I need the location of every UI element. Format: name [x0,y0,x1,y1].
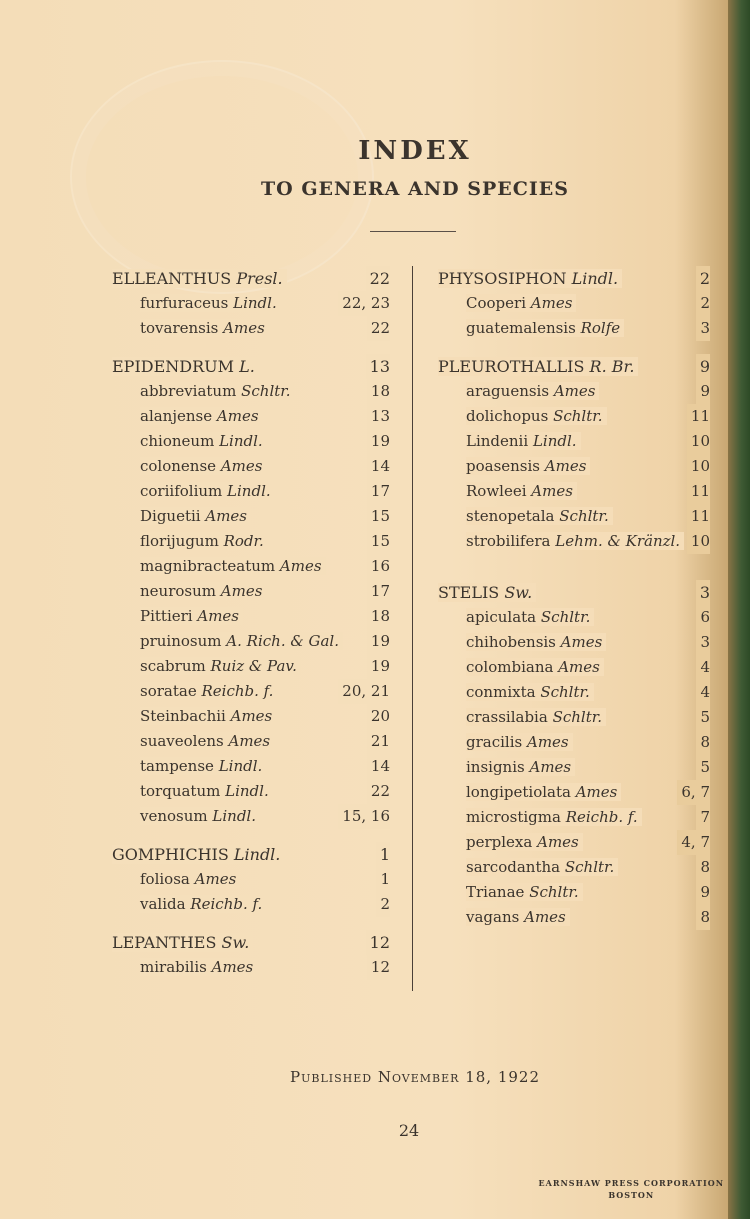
entry-author: Ruiz & Pav. [210,657,297,675]
entry-page: 13 [366,354,390,379]
entry-author: Ames [194,870,237,888]
entry-name: chioneum [140,432,215,450]
entry-page: 8 [696,855,710,880]
entry-page: 11 [687,479,710,504]
entry-author: Reichb. f. [201,682,274,700]
entry-author: Ames [527,733,569,751]
entry-name: PLEUROTHALLIS [438,357,585,376]
index-species-entry [112,704,390,729]
book-gutter [728,0,750,1219]
entry-name: Diguetii [140,507,201,525]
publication-date: Published November 18, 1922 [290,1068,540,1086]
index-species-entry [438,780,710,805]
index-species-entry [438,905,710,930]
entry-author: Schltr. [553,407,603,425]
entry-name: crassilabia [466,708,548,726]
entry-name: soratae [140,682,197,700]
entry-page: 10 [687,529,710,554]
index-species-entry [438,504,710,529]
entry-name: suaveolens [140,732,224,750]
entry-author: Ames [529,758,572,776]
index-species-entry [112,955,390,980]
index-species-entry [438,529,710,554]
index-spacer [112,829,390,842]
entry-page: 3 [696,316,710,341]
index-species-entry [112,654,390,679]
entry-name: gracilis [466,733,523,751]
entry-page: 4 [696,655,710,680]
entry-name: torquatum [140,782,221,800]
entry-name: STELIS [438,583,500,602]
entry-name: magnibracteatum [140,557,276,575]
index-genus-entry [438,354,710,379]
index-spacer [438,341,710,354]
entry-author: Ames [544,457,587,475]
entry-name: sarcodantha [466,858,561,876]
entry-author: Ames [279,557,322,575]
index-spacer [112,917,390,930]
index-genus-entry [112,266,390,291]
entry-page: 10 [687,429,710,454]
index-species-entry [112,429,390,454]
entry-name: poasensis [466,457,541,475]
index-species-entry [112,379,390,404]
entry-name: scabrum [140,657,206,675]
entry-page: 18 [367,604,390,629]
index-species-entry [438,605,710,630]
entry-author: Schltr. [540,608,591,626]
index-species-entry [112,867,390,892]
index-species-entry [438,316,710,341]
entry-author: A. Rich. & Gal. [226,632,339,650]
entry-author: Schltr. [540,683,590,701]
page-title: INDEX [358,136,472,166]
entry-page: 14 [367,754,390,779]
entry-author: Ames [220,457,263,475]
entry-name: ELLEANTHUS [112,269,232,288]
entry-author: Sw. [504,583,533,602]
index-genus-entry [112,930,390,955]
entry-page: 1 [376,867,390,892]
entry-page: 4 [696,680,710,705]
index-species-entry [438,755,710,780]
index-species-entry [438,429,710,454]
entry-page: 7 [696,805,710,830]
entry-author: Sw. [221,933,250,952]
index-species-entry [438,630,710,655]
printer-imprint [539,1177,724,1201]
entry-author: Reichb. f. [565,808,638,826]
entry-page: 18 [367,379,390,404]
entry-name: LEPANTHES [112,933,217,952]
index-spacer [438,567,710,580]
index-species-entry [438,680,710,705]
entry-name: valida [140,895,186,913]
entry-name: guatemalensis [466,319,576,337]
index-species-entry [438,730,710,755]
entry-name: neurosum [140,582,216,600]
entry-name: coriifolium [140,482,223,500]
entry-page: 3 [696,630,710,655]
entry-page: 15 [367,529,390,554]
entry-author: Schltr. [241,382,291,400]
entry-name: longipetiolata [466,783,571,801]
index-species-entry [438,479,710,504]
entry-name: insignis [466,758,525,776]
entry-page: 19 [367,629,390,654]
index-species-entry [112,504,390,529]
entry-name: EPIDENDRUM [112,357,235,376]
entry-page: 5 [696,705,710,730]
entry-page: 17 [367,579,390,604]
entry-author: Schltr. [559,507,609,525]
entry-name: colombiana [466,658,554,676]
entry-author: Ames [537,833,579,851]
index-species-entry [438,454,710,479]
entry-name: Steinbachii [140,707,226,725]
entry-author: Ames [530,294,573,312]
index-genus-entry [112,354,390,379]
entry-name: vagans [466,908,520,926]
entry-page: 17 [367,479,390,504]
index-spacer [438,554,710,567]
entry-name: colonense [140,457,217,475]
entry-page: 22, 23 [338,291,390,316]
index-species-entry [438,404,710,429]
entry-author: Ames [205,507,248,525]
entry-page: 4, 7 [677,830,710,855]
entry-page: 21 [367,729,390,754]
entry-page: 16 [367,554,390,579]
entry-page: 9 [696,880,710,905]
entry-page: 11 [687,504,710,529]
entry-author: Ames [223,319,265,337]
index-genus-entry [112,842,390,867]
entry-page: 22 [367,316,390,341]
index-species-entry [112,316,390,341]
entry-author: Ames [524,908,566,926]
entry-author: Ames [230,707,273,725]
page-number: 24 [398,1121,420,1140]
entry-author: Reichb. f. [190,895,263,913]
index-column-left [112,266,390,980]
entry-page: 19 [367,654,390,679]
entry-author: Lindl. [227,482,271,500]
title-rule [370,231,456,232]
entry-author: Ames [553,382,596,400]
entry-page: 15, 16 [338,804,390,829]
entry-name: florijugum [140,532,219,550]
entry-name: furfuraceus [140,294,229,312]
entry-page: 14 [367,454,390,479]
printer-name: EARNSHAW PRESS CORPORATION [538,1178,724,1188]
entry-author: Lindl. [233,294,277,312]
entry-name: araguensis [466,382,550,400]
entry-page: 2 [696,291,710,316]
entry-author: Ames [575,783,618,801]
entry-page: 22 [366,266,390,291]
entry-page: 3 [696,580,710,605]
index-species-entry [438,855,710,880]
entry-page: 2 [376,892,390,917]
entry-author: Lindl. [212,807,256,825]
entry-name: pruinosum [140,632,222,650]
page-subtitle: TO GENERA AND SPECIES [261,178,569,200]
entry-author: Ames [531,482,573,500]
entry-page: 13 [367,404,390,429]
entry-page: 1 [376,842,390,867]
entry-page: 20, 21 [338,679,390,704]
entry-name: apiculata [466,608,537,626]
index-species-entry [112,892,390,917]
entry-author: L. [239,357,255,376]
entry-page: 8 [696,905,710,930]
entry-author: Rodr. [223,532,264,550]
entry-author: R. Br. [589,357,635,376]
entry-page: 11 [687,404,710,429]
printer-city: BOSTON [608,1190,655,1200]
index-species-entry [438,291,710,316]
entry-author: Lindl. [218,757,263,775]
entry-author: Presl. [236,269,283,288]
entry-name: GOMPHICHIS [112,845,229,864]
entry-name: Rowleei [466,482,527,500]
entry-author: Schltr. [552,708,603,726]
index-species-entry [438,705,710,730]
entry-name: chihobensis [466,633,556,651]
entry-name: strobilifera [466,532,551,550]
entry-name: Cooperi [466,294,526,312]
index-species-entry [112,604,390,629]
entry-page: 9 [696,354,710,379]
index-species-entry [112,554,390,579]
index-genus-entry [438,580,710,605]
entry-page: 6 [696,605,710,630]
entry-page: 9 [696,379,710,404]
index-species-entry [112,529,390,554]
entry-page: 6, 7 [677,780,710,805]
index-species-entry [438,379,710,404]
index-species-entry [112,804,390,829]
index-species-entry [438,655,710,680]
index-species-entry [112,579,390,604]
entry-author: Ames [558,658,600,676]
entry-name: perplexa [466,833,533,851]
entry-page: 12 [367,955,390,980]
entry-author: Ames [560,633,603,651]
index-species-entry [112,779,390,804]
entry-page: 10 [687,454,710,479]
index-species-entry [438,805,710,830]
entry-page: 2 [696,266,710,291]
entry-author: Ames [228,732,271,750]
index-species-entry [112,754,390,779]
column-divider [412,266,413,991]
index-species-entry [112,729,390,754]
entry-name: stenopetala [466,507,555,525]
entry-name: tovarensis [140,319,219,337]
entry-author: Rolfe [580,319,621,337]
entry-page: 5 [696,755,710,780]
index-species-entry [112,629,390,654]
index-species-entry [112,679,390,704]
entry-name: conmixta [466,683,536,701]
index-species-entry [438,880,710,905]
entry-name: PHYSOSIPHON [438,269,567,288]
embossed-seal [70,60,374,294]
entry-name: venosum [140,807,208,825]
entry-page: 8 [696,730,710,755]
entry-name: mirabilis [140,958,207,976]
index-species-entry [438,830,710,855]
entry-page: 22 [367,779,390,804]
entry-name: Lindenii [466,432,529,450]
index-genus-entry [438,266,710,291]
index-species-entry [112,404,390,429]
entry-author: Ames [216,407,259,425]
entry-author: Ames [211,958,254,976]
entry-page: 20 [367,704,390,729]
entry-name: abbreviatum [140,382,237,400]
entry-author: Lehm. & Kränzl. [555,532,681,550]
entry-page: 15 [367,504,390,529]
entry-author: Lindl. [233,845,281,864]
entry-author: Lindl. [571,269,619,288]
entry-author: Ames [220,582,263,600]
index-spacer [112,341,390,354]
entry-author: Ames [197,607,240,625]
entry-page: 19 [367,429,390,454]
entry-name: Trianae [466,883,525,901]
entry-author: Schltr. [529,883,579,901]
index-column-right [438,266,710,930]
index-species-entry [112,291,390,316]
index-species-entry [112,454,390,479]
entry-page: 12 [366,930,390,955]
entry-name: tampense [140,757,214,775]
entry-author: Lindl. [532,432,577,450]
entry-name: microstigma [466,808,561,826]
entry-name: dolichopus [466,407,549,425]
entry-name: foliosa [140,870,190,888]
entry-author: Lindl. [225,782,269,800]
index-species-entry [112,479,390,504]
entry-author: Schltr. [564,858,615,876]
entry-name: alanjense [140,407,213,425]
entry-author: Lindl. [219,432,263,450]
entry-name: Pittieri [140,607,193,625]
